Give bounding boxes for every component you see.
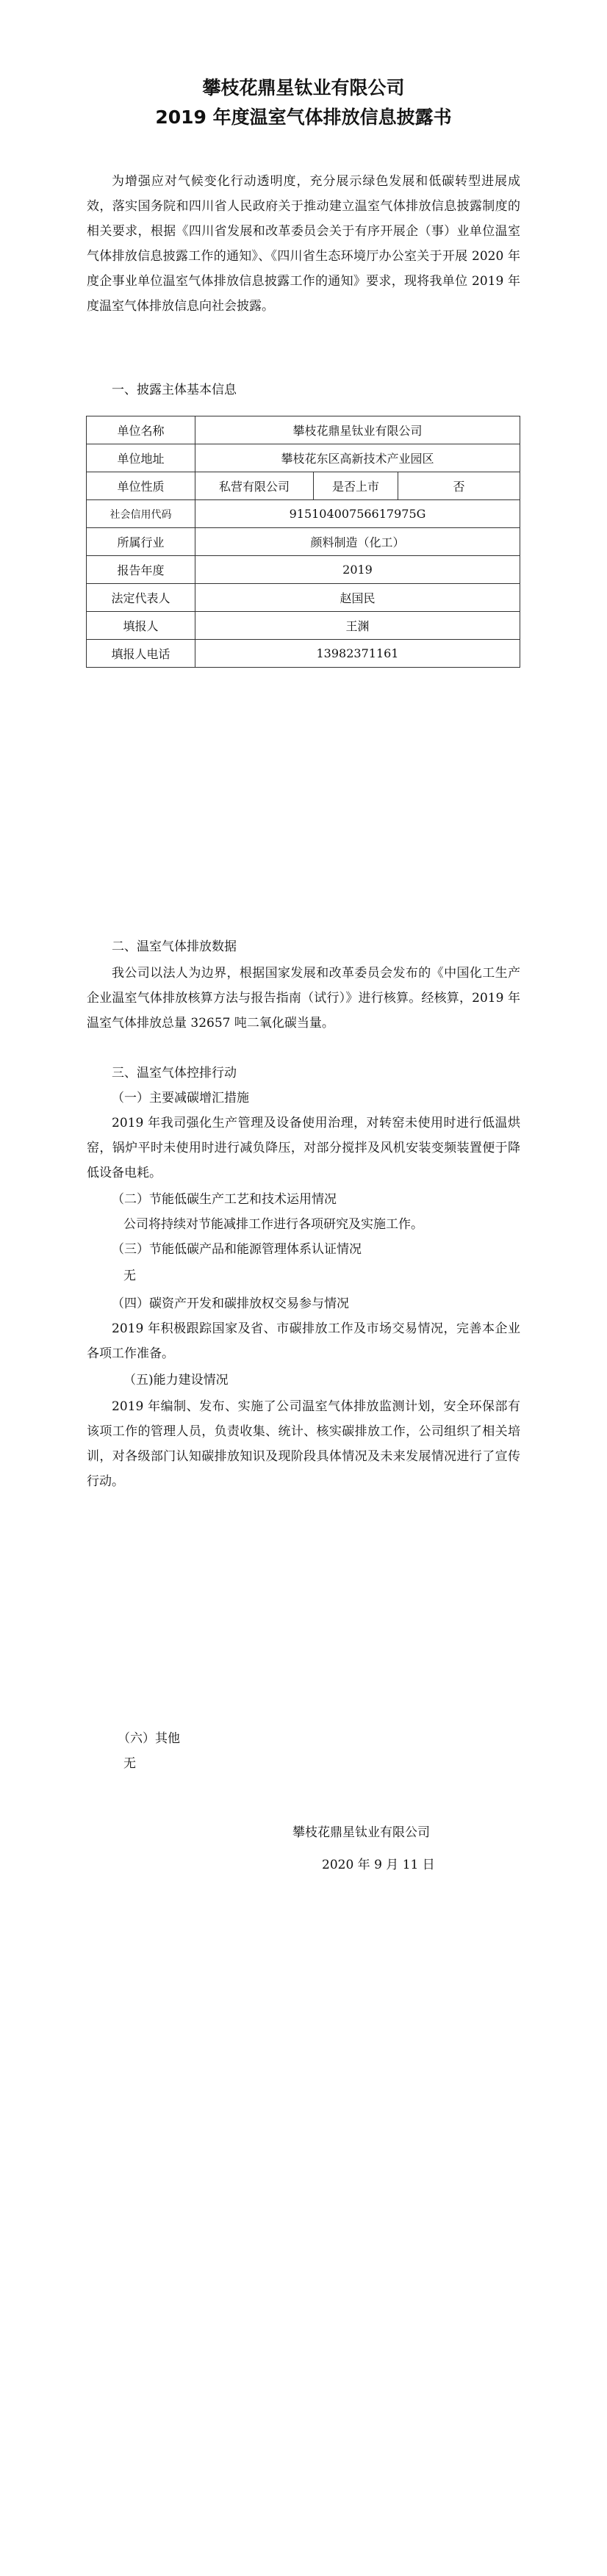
filler-phone-value: 13982371161 [195, 640, 520, 668]
sub2-heading: （二）节能低碳生产工艺和技术运用情况 [112, 1192, 337, 1207]
table-row [87, 612, 520, 640]
table-row [87, 584, 520, 612]
filler-value: 王渊 [195, 612, 520, 640]
sub1-heading: （一）主要减碳增汇措施 [112, 1091, 249, 1105]
unit-nature-label: 单位性质 [87, 472, 195, 500]
listed-label: 是否上市 [314, 472, 398, 500]
industry-label: 所属行业 [87, 528, 195, 556]
section1-heading: 一、披露主体基本信息 [112, 383, 237, 397]
section2-paragraph: 我公司以法人为边界，根据国家发展和改革委员会发布的《中国化工生产企业温室气体排放核算方法与报告指南（试行）》进行核算。经核算，2019 年温室气体排放总量 32657 吨二氧化碳当量。 [87, 966, 520, 1031]
unit-nature-value: 私营有限公司 [195, 472, 314, 500]
credit-code-value: 91510400756617975G [195, 500, 520, 528]
sub1-paragraph: 2019 年我司强化生产管理及设备使用治理，对转窑未使用时进行低温烘窑，锅炉平时未使用时进行减负降压，对部分搅拌及风机安装变频装置便于降低设备电耗。 [87, 1116, 520, 1180]
sub6-paragraph: 无 [123, 1756, 136, 1771]
filler-label: 填报人 [87, 612, 195, 640]
sub4-heading: （四）碳资产开发和碳排放权交易参与情况 [112, 1296, 349, 1311]
industry-value: 颜料制造（化工） [195, 528, 520, 556]
sub4-paragraph: 2019 年积极跟踪国家及省、市碳排放工作及市场交易情况，完善本企业各项工作准备。 [87, 1321, 520, 1361]
listed-value: 否 [398, 472, 520, 500]
unit-address-label: 单位地址 [87, 444, 195, 472]
legal-rep-label: 法定代表人 [87, 584, 195, 612]
table-row [87, 640, 520, 668]
sub3-heading: （三）节能低碳产品和能源管理体系认证情况 [112, 1242, 362, 1257]
table-row [87, 556, 520, 584]
credit-code-label: 社会信用代码 [87, 500, 195, 528]
signature-date: 2020 年 9 月 11 日 [322, 1858, 435, 1872]
table-row [87, 500, 520, 528]
table-row [87, 416, 520, 444]
unit-name-value: 攀枝花鼎星钛业有限公司 [195, 416, 520, 444]
section3-heading: 三、温室气体控排行动 [112, 1066, 237, 1080]
sub5-paragraph: 2019 年编制、发布、实施了公司温室气体排放监测计划，安全环保部有该项工作的管理人员，负责收集、统计、核实碳排放工作，公司组织了相关培训，对各级部门认知碳排放知识及现阶段具体情况及未来发展情况进行了宣传行动。 [87, 1399, 520, 1489]
table-row [87, 444, 520, 472]
report-year-value: 2019 [195, 556, 520, 584]
company-title: 攀枝花鼎星钛业有限公司 [202, 77, 405, 98]
table-row [87, 528, 520, 556]
section2-heading: 二、温室气体排放数据 [112, 939, 237, 954]
sub2-paragraph: 公司将持续对节能减排工作进行各项研究及实施工作。 [123, 1217, 423, 1232]
report-title: 2019 年度温室气体排放信息披露书 [155, 107, 452, 128]
report-year-label: 报告年度 [87, 556, 195, 584]
legal-rep-value: 赵国民 [195, 584, 520, 612]
unit-address-value: 攀枝花东区高新技术产业园区 [195, 444, 520, 472]
sub6-heading: （六）其他 [118, 1731, 180, 1746]
intro-paragraph: 为增强应对气候变化行动透明度，充分展示绿色发展和低碳转型进展成效，落实国务院和四川省人民政府关于推动建立温室气体排放信息披露制度的相关要求，根据《四川省发展和改革委员会关于有序开展企（事）业单位温室气体排放信息披露工作的通知》、《四川省生态环境厅办公室关于开展 2020 年度企事业单位温室气体排放信息披露工作的通知》要求，现将我单位 2019 年度温室气体排放信息向社会披露。 [87, 174, 520, 314]
table-row [87, 472, 520, 500]
signature-company: 攀枝花鼎星钛业有限公司 [292, 1825, 430, 1840]
sub5-heading: （五)能力建设情况 [123, 1373, 229, 1388]
filler-phone-label: 填报人电话 [87, 640, 195, 668]
sub3-paragraph: 无 [123, 1269, 136, 1283]
basic-info-table [86, 416, 520, 668]
unit-name-label: 单位名称 [87, 416, 195, 444]
